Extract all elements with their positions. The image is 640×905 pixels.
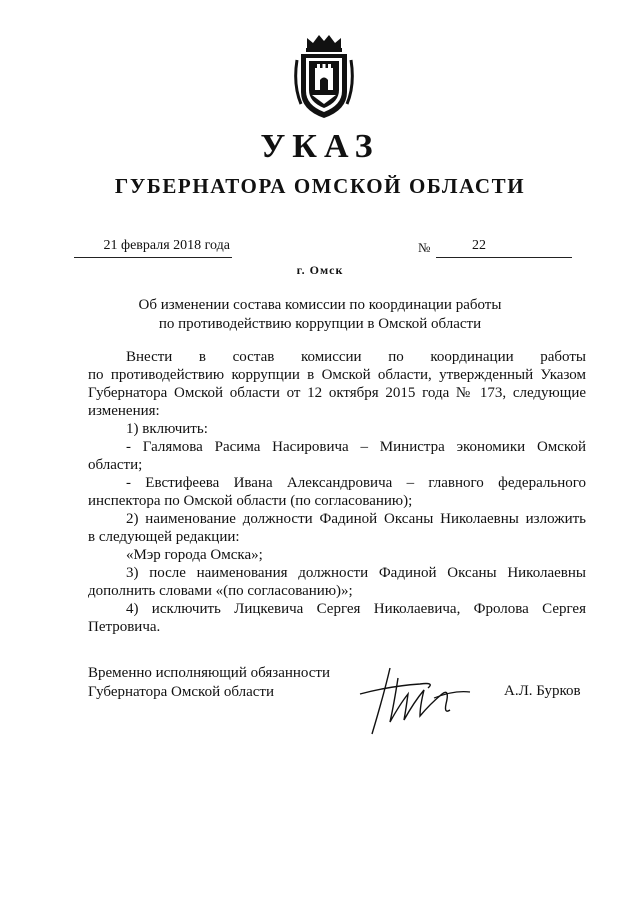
list-item-1a: - Галямова Расима Насировича – Министра экономики Омской <box>126 439 586 455</box>
list-item-4: 4) исключить Лицкевича Сергея Николаевича, Фролова Сергея <box>126 601 586 617</box>
list-item-4-cont: Петровича. <box>88 619 161 635</box>
decree-subject <box>0 296 640 334</box>
omsk-coat-of-arms-icon <box>293 30 355 122</box>
list-item-3: 3) после наименования должности Фадиной Оксаны Николаевны <box>126 565 586 581</box>
list-item-3-cont: дополнить словами «(по согласованию)»; <box>88 583 353 599</box>
document-title: УКАЗ <box>260 128 380 165</box>
signer-position-line-2: Губернатора Омской области <box>88 684 274 700</box>
number-label: № <box>418 240 431 255</box>
subject-line-2: по противодействию коррупции в Омской области <box>158 316 482 332</box>
list-item-1b-cont: инспектора по Омской области (по согласованию); <box>88 493 413 509</box>
list-item-2-cont: в следующей редакции: <box>88 529 240 545</box>
body-line: Внести в состав комиссии по координации работы <box>126 349 586 365</box>
city: г. Омск <box>296 263 344 277</box>
decree-body <box>88 348 586 636</box>
subject-line-1: Об изменении состава комиссии по координации работы <box>138 297 502 313</box>
signer-position <box>88 664 330 702</box>
list-item-1a-cont: области; <box>88 457 143 473</box>
body-line: по противодействию коррупции в Омской области, утвержденный Указом <box>88 367 586 383</box>
list-item-2-quote: «Мэр города Омска»; <box>126 547 263 563</box>
signer-name: А.Л. Бурков <box>504 683 581 699</box>
document-subtitle: ГУБЕРНАТОРА ОМСКОЙ ОБЛАСТИ <box>114 174 526 198</box>
body-line: Губернатора Омской области от 12 октября 2015 года № 173, следующие <box>88 385 586 401</box>
list-item-1: 1) включить: <box>126 421 208 437</box>
decree-number-line <box>436 238 572 258</box>
decree-number: 22 <box>472 238 486 253</box>
body-line: изменения: <box>88 403 160 419</box>
decree-date: 21 февраля 2018 года <box>74 238 232 258</box>
list-item-2: 2) наименование должности Фадиной Оксаны Николаевны изложить <box>126 511 586 527</box>
list-item-1b: - Евстифеева Ивана Александровича – главного федерального <box>126 475 586 491</box>
handwritten-signature <box>350 664 480 736</box>
signer-position-line-1: Временно исполняющий обязанности <box>88 665 331 681</box>
